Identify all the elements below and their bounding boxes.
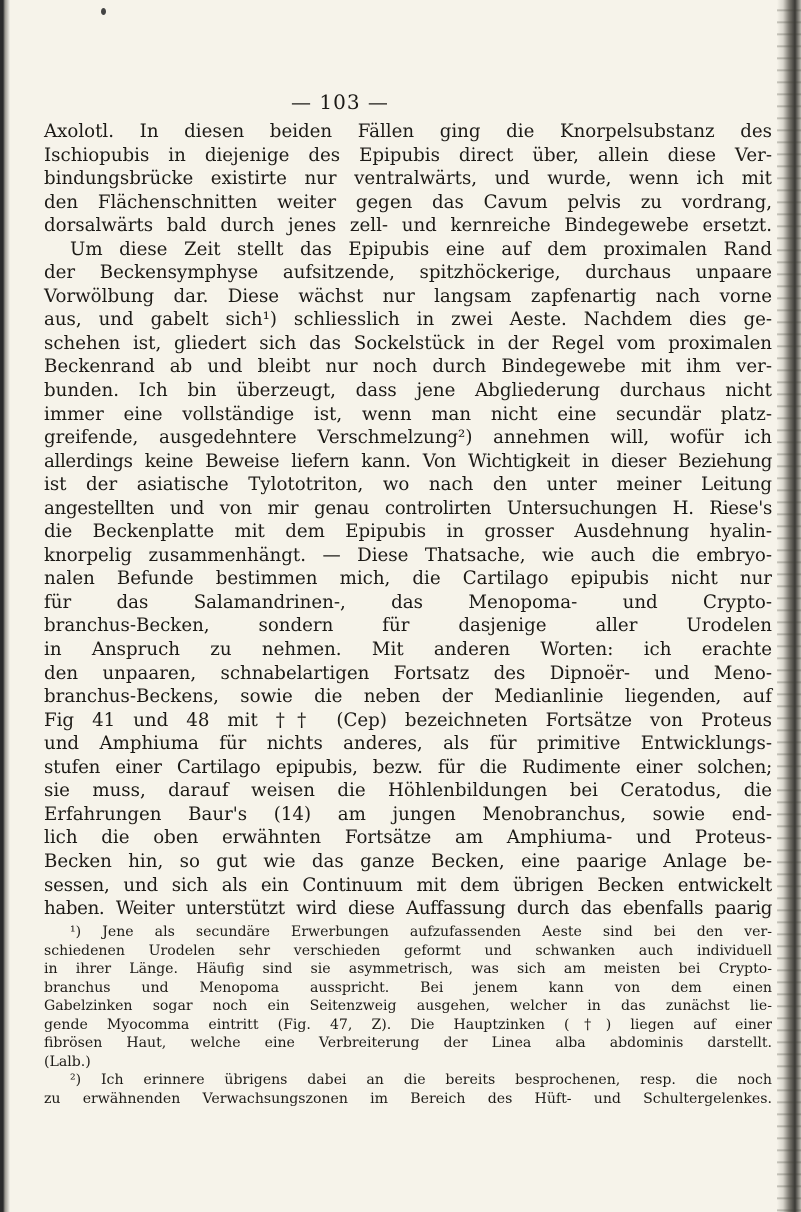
text-line: lich die oben erwähnten Fortsätze am Amphiuma- und Proteus- xyxy=(44,827,772,849)
text-line: ist der asiatische Tylototriton, wo nach den unter meiner Leitung xyxy=(44,474,772,496)
text-line: nalen Befunde bestimmen mich, die Cartilago epipubis nicht nur xyxy=(44,568,772,590)
text-line: bindungsbrücke existirte nur ventralwärts, und wurde, wenn ich mit xyxy=(44,168,772,190)
text-line: knorpelig zusammenhängt. — Diese Thatsache, wie auch die embryo- xyxy=(44,544,772,566)
footnote-line: (Lalb.) xyxy=(44,1053,91,1070)
text-line: branchus-Becken, sondern für dasjenige aller Urodelen xyxy=(44,615,772,637)
text-line: den unpaaren, schnabelartigen Fortsatz des Dipnoër- und Meno- xyxy=(44,662,772,684)
footnote-line: ¹) Jene als secundäre Erwerbungen aufzufassenden Aeste sind bei den ver- xyxy=(70,924,772,940)
footnote-line: schiedenen Urodelen sehr verschieden geformt und schwanken auch individuell xyxy=(44,942,772,959)
footnote-line: branchus und Menopoma ausspricht. Bei jenem kann von dem einen xyxy=(44,979,772,996)
text-line: der Beckensymphyse aufsitzende, spitzhöckerige, durchaus unpaare xyxy=(44,262,772,284)
footnote-line: ²) Ich erinnere übrigens dabei an die bereits besprochenen, resp. die noch xyxy=(70,1072,772,1088)
text-line: den Flächenschnitten weiter gegen das Cavum pelvis zu vordrang, xyxy=(44,191,772,213)
text-line: die Beckenplatte mit dem Epipubis in grosser Ausdehnung hyalin- xyxy=(44,521,772,543)
text-line: branchus-Beckens, sowie die neben der Medianlinie liegenden, auf xyxy=(44,686,772,708)
footnotes xyxy=(44,923,772,1108)
text-line: sie muss, darauf weisen die Höhlenbildungen bei Ceratodus, die xyxy=(44,780,772,802)
text-line: bunden. Ich bin überzeugt, dass jene Abgliederung durchaus nicht xyxy=(44,380,772,402)
text-line: für das Salamandrinen-, das Menopoma- und Crypto- xyxy=(44,591,772,613)
text-line: Ischiopubis in diejenige des Epipubis direct über, allein diese Ver- xyxy=(44,144,772,166)
text-line: sessen, und sich als ein Continuum mit dem übrigen Becken entwickelt xyxy=(44,874,772,896)
text-line: Axolotl. In diesen beiden Fällen ging die Knorpelsubstanz des xyxy=(44,121,772,142)
text-line: haben. Weiter unterstützt wird diese Auffassung durch das ebenfalls paarig xyxy=(44,898,772,920)
page-number: — 103 — xyxy=(291,90,389,114)
text-line: greifende, ausgedehntere Verschmelzung²) annehmen will, wofür ich xyxy=(44,427,772,449)
scan-binding-edge xyxy=(777,0,801,1212)
body-text xyxy=(44,120,772,921)
footnote-line: gende Myocomma eintritt (Fig. 47, Z). Die Hauptzinken (†) liegen auf einer xyxy=(44,1016,772,1033)
text-line: allerdings keine Beweise liefern kann. Von Wichtigkeit in dieser Beziehung xyxy=(44,450,772,472)
text-line: schehen ist, gliedert sich das Sockelstück in der Regel vom proximalen xyxy=(44,332,772,354)
scan-left-edge xyxy=(0,0,10,1212)
text-line: Fig 41 und 48 mit †† (Cep) bezeichneten Fortsätze von Proteus xyxy=(44,709,772,731)
text-line: Um diese Zeit stellt das Epipubis eine auf dem proximalen Rand xyxy=(70,238,772,260)
footnote-line: in ihrer Länge. Häufig sind sie asymmetrisch, was sich am meisten bei Crypto- xyxy=(44,961,772,977)
text-line: Erfahrungen Baur's (14) am jungen Menobranchus, sowie end- xyxy=(44,803,772,825)
text-line: Becken hin, so gut wie das ganze Becken, eine paarige Anlage be- xyxy=(44,850,772,872)
text-line: Beckenrand ab und bleibt nur noch durch Bindegewebe mit ihm ver- xyxy=(44,356,772,378)
footnote-line: fibrösen Haut, welche eine Verbreiterung der Linea alba abdominis darstellt. xyxy=(44,1035,772,1051)
text-line: angestellten und von mir genau controlirten Untersuchungen H. Riese's xyxy=(44,497,772,519)
ink-fleck xyxy=(101,8,106,15)
text-line: dorsalwärts bald durch jenes zell- und kernreiche Bindegewebe ersetzt. xyxy=(44,215,772,237)
text-line: aus, und gabelt sich¹) schliesslich in zwei Aeste. Nachdem dies ge- xyxy=(44,309,772,331)
text-line: Vorwölbung dar. Diese wächst nur langsam zapfenartig nach vorne xyxy=(44,285,772,307)
footnote-line: Gabelzinken sogar noch ein Seitenzweig ausgehen, welcher in das zunächst lie- xyxy=(44,998,772,1014)
footnote-line: zu erwähnenden Verwachsungszonen im Bereich des Hüft- und Schultergelenkes. xyxy=(44,1090,772,1107)
text-line: immer eine vollständige ist, wenn man nicht eine secundär platz- xyxy=(44,403,772,425)
text-line: in Anspruch zu nehmen. Mit anderen Worten: ich erachte xyxy=(44,639,772,661)
text-line: stufen einer Cartilago epipubis, bezw. für die Rudimente einer solchen; xyxy=(44,756,772,778)
text-line: und Amphiuma für nichts anderes, als für primitive Entwicklungs- xyxy=(44,733,772,755)
